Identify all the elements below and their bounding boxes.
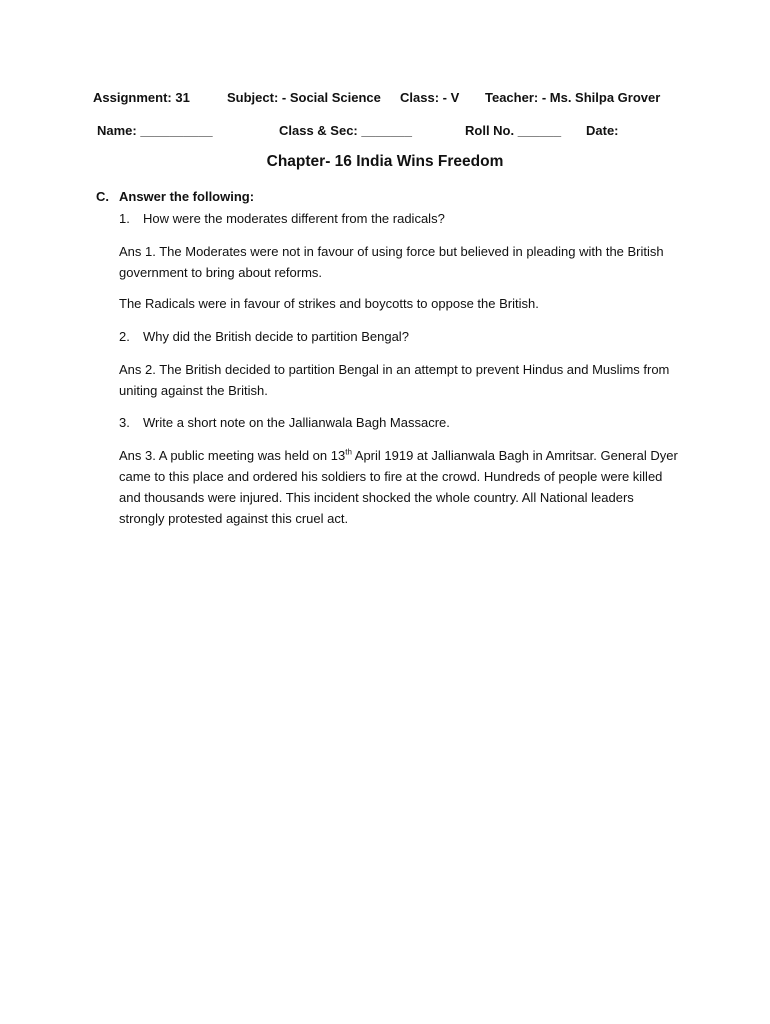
assignment-number: Assignment: 31 (93, 90, 190, 105)
answer-2: Ans 2. The British decided to partition Bengal in an attempt to prevent Hindus and Muslims from uniting against the British. (119, 362, 670, 398)
answer-1-paragraph-2: The Radicals were in favour of strikes and boycotts to oppose the British. (119, 296, 539, 311)
question-3-number: 3. (119, 415, 130, 430)
name-field: Name: __________ (97, 123, 213, 138)
class-label: Class: - V (400, 90, 460, 105)
question-2-number: 2. (119, 329, 130, 344)
question-2-text: Why did the British decide to partition Bengal? (143, 329, 409, 344)
section-title: Answer the following: (119, 189, 255, 204)
subject-label: Subject: - Social Science (227, 90, 381, 105)
ordinal-suffix: th (345, 447, 352, 457)
question-1-number: 1. (119, 211, 130, 226)
answer-3-start: Ans 3. A public meeting was held on 13 (119, 448, 346, 463)
teacher-label: Teacher: - Ms. Shilpa Grover (485, 90, 661, 105)
question-1-text: How were the moderates different from the radicals? (143, 211, 445, 226)
class-section-field: Class & Sec: _______ (279, 123, 412, 138)
question-3-text: Write a short note on the Jallianwala Bagh Massacre. (143, 415, 450, 430)
answer-3 (119, 445, 679, 529)
answer-1-paragraph-1: Ans 1. The Moderates were not in favour of using force but believed in pleading with the British government to bring about reforms. (119, 244, 664, 280)
date-field: Date: (586, 123, 619, 138)
roll-number-field: Roll No. ______ (465, 123, 562, 138)
answer-3-rest: April 1919 at Jallianwala Bagh in Amritsar. General Dyer came to this place and ordered his soldiers to fire at the crowd. Hundreds of people were killed and thousands were injured. This incident shocked the whole country. All National leaders strongly protested against this cruel act. (119, 448, 678, 526)
chapter-title: Chapter- 16 India Wins Freedom (266, 153, 504, 170)
section-label: C. (96, 189, 109, 204)
